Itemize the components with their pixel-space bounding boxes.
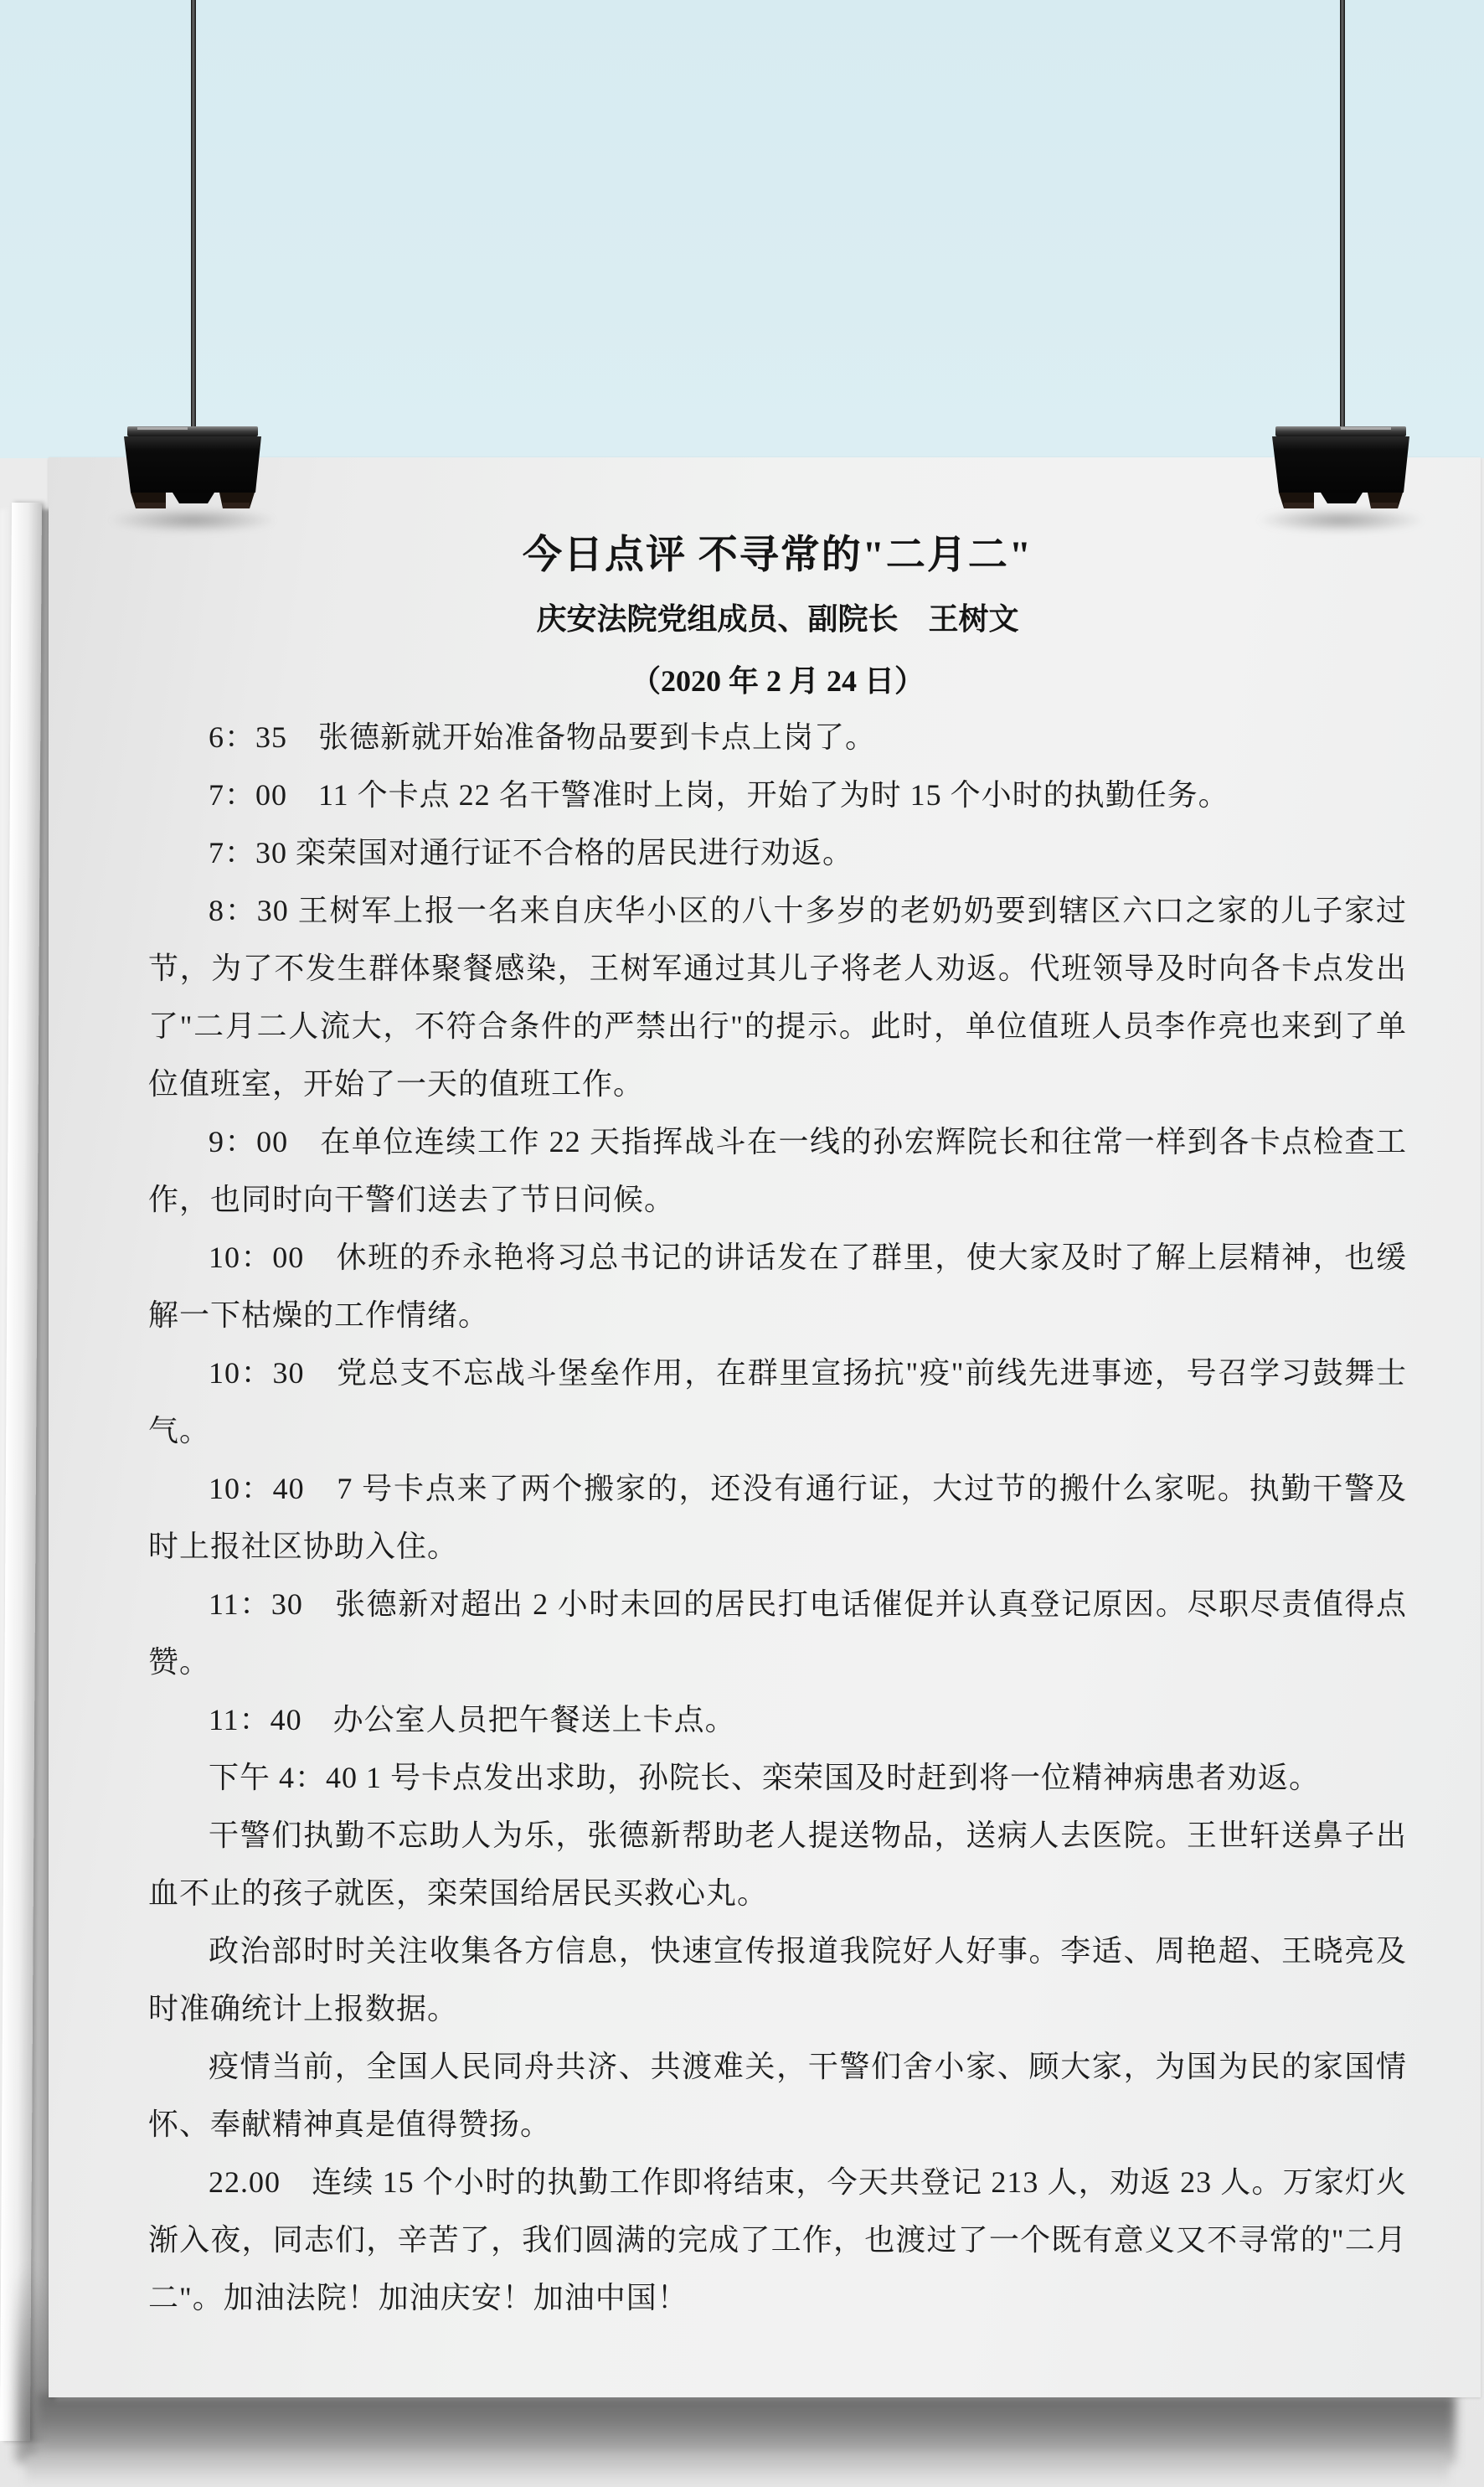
binder-clip-right <box>1269 422 1413 516</box>
binder-clip-icon <box>121 422 265 516</box>
document-content <box>148 531 1407 2327</box>
hanging-string-left <box>191 0 196 437</box>
document-paragraph: 11：30 张德新对超出 2 小时未回的居民打电话催促并认真登记原因。尽职尽责值得点赞。 <box>148 1587 1407 1679</box>
document-paragraph: 10：30 党总支不忘战斗堡垒作用，在群里宣扬抗"疫"前线先进事迹，号召学习鼓舞士气。 <box>148 1356 1407 1447</box>
document-title: 今日点评 不寻常的"二月二" <box>523 534 1033 577</box>
binder-clip-icon <box>1269 422 1413 516</box>
document-paragraph: 22.00 连续 15 个小时的执勤工作即将结束，今天共登记 213 人，劝返 23 人。万家灯火渐入夜，同志们，辛苦了，我们圆满的完成了工作，也渡过了一个既有意义又不寻常的"二月二"。加油法院！加油庆安！加油中国！ <box>148 2165 1407 2314</box>
document-author-line: 庆安法院党组成员、副院长 王树文 <box>536 602 1019 636</box>
document-paragraph: 7：30 栾荣国对通行证不合格的居民进行劝返。 <box>209 836 854 869</box>
document-paragraph: 9：00 在单位连续工作 22 天指挥战斗在一线的孙宏辉院长和往常一样到各卡点检查工作，也同时向干警们送去了节日问候。 <box>148 1125 1407 1216</box>
document-paragraph: 11：40 办公室人员把午餐送上卡点。 <box>209 1703 736 1736</box>
wall-top-blue-band <box>0 0 1484 458</box>
document-paragraph: 10：40 7 号卡点来了两个搬家的，还没有通行证，大过节的搬什么家呢。执勤干警及时上报社区协助入住。 <box>148 1472 1407 1563</box>
document-paragraph: 干警们执勤不忘助人为乐，张德新帮助老人提送物品，送病人去医院。王世轩送鼻子出血不止的孩子就医，栾荣国给居民买救心丸。 <box>148 1819 1407 1910</box>
paper-sheet <box>49 457 1481 2397</box>
document-paragraph: 6：35 张德新就开始准备物品要到卡点上岗了。 <box>209 720 877 754</box>
document-paragraph: 7：00 11 个卡点 22 名干警准时上岗，开始了为时 15 个小时的执勤任务。 <box>209 778 1229 812</box>
document-paragraph: 8：30 王树军上报一名来自庆华小区的八十多岁的老奶奶要到辖区六口之家的儿子家过节，为了不发生群体聚餐感染，王树军通过其儿子将老人劝返。代班领导及时向各卡点发出了"二月二人流大，不符合条件的严禁出行"的提示。此时，单位值班人员李作亮也来到了单位值班室，开始了一天的值班工作。 <box>148 894 1407 1101</box>
document-paragraph: 10：00 休班的乔永艳将习总书记的讲话发在了群里，使大家及时了解上层精神，也缓解一下枯燥的工作情绪。 <box>148 1241 1407 1332</box>
paper-drop-shadow-fade <box>25 2454 1449 2487</box>
document-paragraph: 疫情当前，全国人民同舟共济、共渡难关，干警们舍小家、顾大家，为国为民的家国情怀、奉献精神真是值得赞扬。 <box>148 2050 1407 2141</box>
binder-clip-left <box>121 422 265 516</box>
document-paragraph: 政治部时时关注收集各方信息，快速宣传报道我院好人好事。李适、周艳超、王晓亮及时准确统计上报数据。 <box>148 1934 1407 2025</box>
document-date-line: （2020 年 2 月 24 日） <box>630 664 925 698</box>
hanging-string-right <box>1340 0 1345 437</box>
document-paragraph: 下午 4：40 1 号卡点发出求助，孙院长、栾荣国及时赶到将一位精神病患者劝返。 <box>209 1761 1321 1794</box>
document-body <box>148 709 1407 2327</box>
